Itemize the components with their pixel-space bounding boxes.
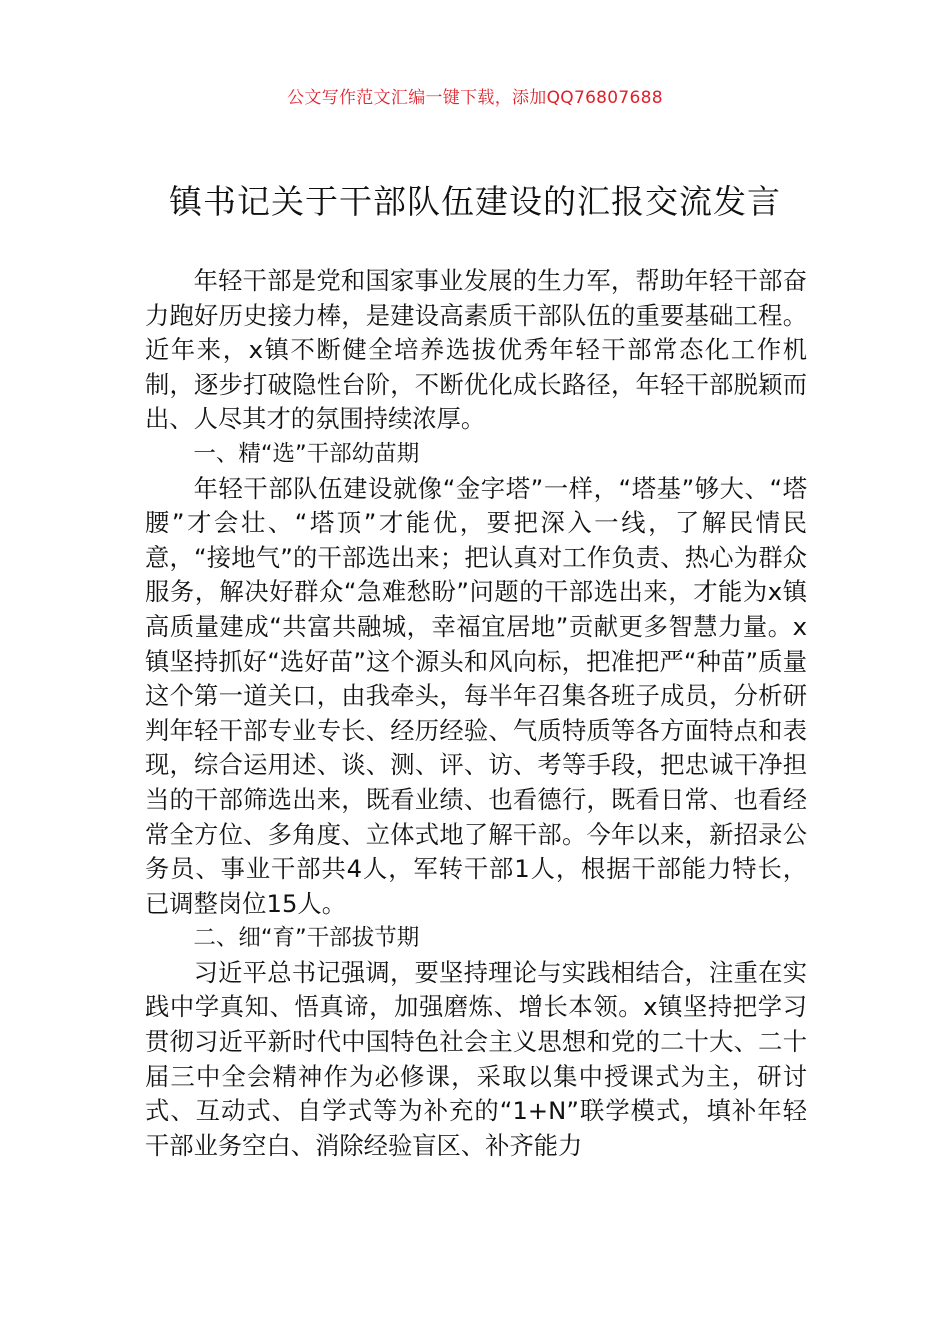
- paragraph-section-2: 习近平总书记强调，要坚持理论与实践相结合，注重在实践中学真知、悟真谛，加强磨炼、增长本领。x镇坚持把学习贯彻习近平新时代中国特色社会主义思想和党的二十大、二十届三中全会精神作为必修课，采取以集中授课式为主，研讨式、互动式、自学式等为补充的“1+N”联学模式，填补年轻干部业务空白、消除经验盲区、补齐能力: [145, 957, 807, 1160]
- section-heading-1: 一、精“选”干部幼苗期: [193, 440, 420, 467]
- paragraph-section-1: 年轻干部队伍建设就像“金字塔”一样，“塔基”够大、“塔腰”才会壮、“塔顶”才能优，要把深入一线，了解民情民意，“接地气”的干部选出来；把认真对工作负责、热心为群众服务，解决好群众“急难愁盼”问题的干部选出来，才能为x镇高质量建成“共富共融城，幸福宜居地”贡献更多智慧力量。x镇坚持抓好“选好苗”这个源头和风向标，把准把严“种苗”质量这个第一道关口，由我牵头，每半年召集各班子成员，分析研判年轻干部专业专长、经历经验、气质特质等各方面特点和表现，综合运用述、谈、测、评、访、考等手段，把忠诚干净担当的干部筛选出来，既看业绩、也看德行，既看日常、也看经常全方位、多角度、立体式地了解干部。今年以来，新招录公务员、事业干部共4人，军转干部1人，根据干部能力特长，已调整岗位15人。: [145, 473, 807, 918]
- document-title: 镇书记关于干部队伍建设的汇报交流发言: [169, 182, 781, 221]
- paragraph-intro: 年轻干部是党和国家事业发展的生力军，帮助年轻干部奋力跑好历史接力棒，是建设高素质干部队伍的重要基础工程。近年来，x镇不断健全培养选拔优秀年轻干部常态化工作机制，逐步打破隐性台阶，不断优化成长路径，年轻干部脱颖而出、人尽其才的氛围持续浓厚。: [145, 266, 807, 434]
- section-heading-2: 二、细“育”干部拔节期: [193, 925, 420, 952]
- document-body: [145, 264, 807, 1163]
- watermark-text: 公文写作范文汇编一键下载，添加QQ76807688: [287, 88, 663, 108]
